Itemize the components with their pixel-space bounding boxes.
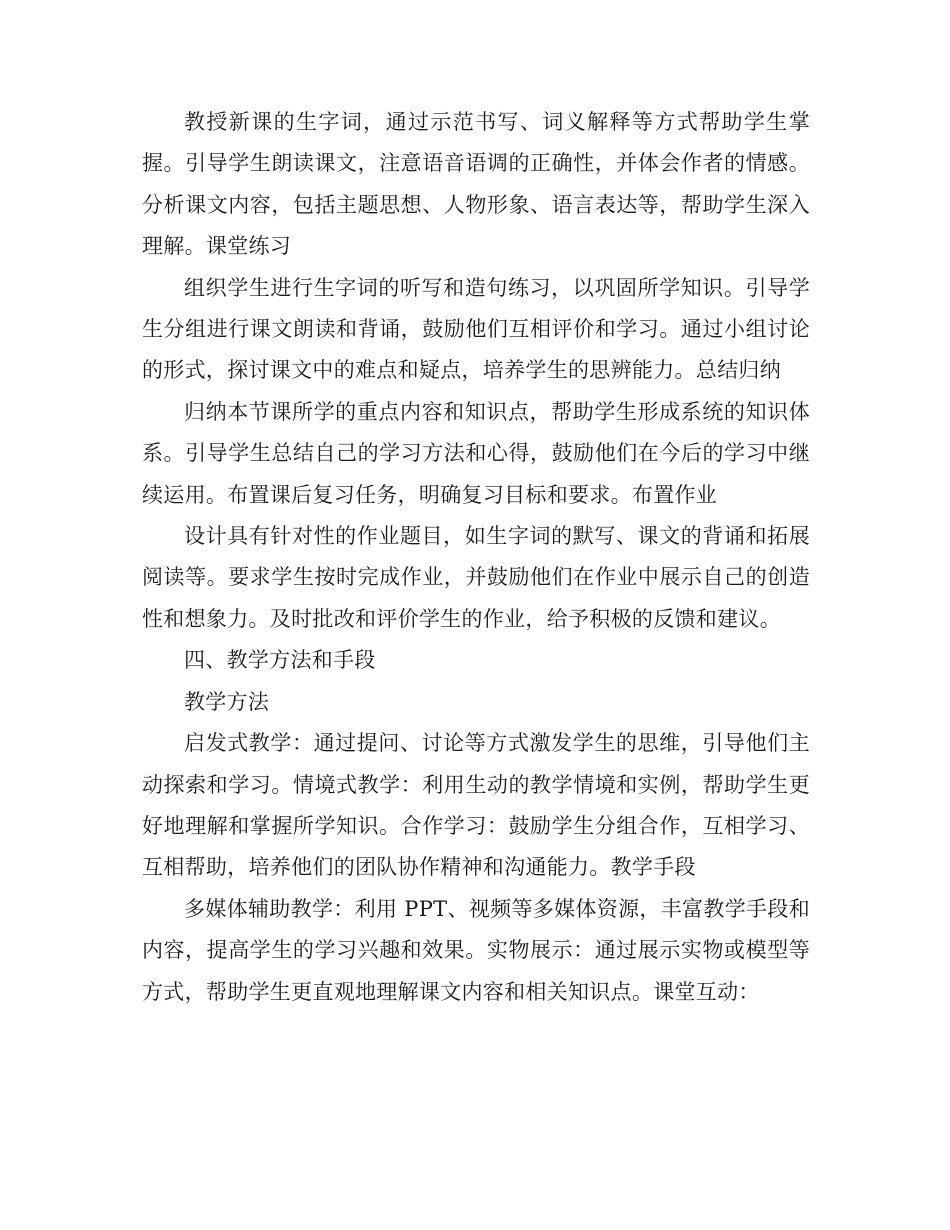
paragraph-teaching-means: 多媒体辅助教学：利用 PPT、视频等多媒体资源，丰富教学手段和内容，提高学生的学习兴趣和效果。实物展示：通过展示实物或模型等方式，帮助学生更直观地理解课文内容和相关知识点。课堂互动： (142, 896, 810, 1004)
paragraph-summary: 归纳本节课所学的重点内容和知识点，帮助学生形成系统的知识体系。引导学生总结自己的学习方法和心得，鼓励他们在今后的学习中继续运用。布置课后复习任务，明确复习目标和要求。布置作业 (142, 399, 810, 507)
paragraph-teaching-methods: 启发式教学：通过提问、讨论等方式激发学生的思维，引导他们主动探索和学习。情境式教学：利用生动的教学情境和实例，帮助学生更好地理解和掌握所学知识。合作学习：鼓励学生分组合作，互相学习、互相帮助，培养他们的团队协作精神和沟通能力。教学手段 (142, 731, 810, 880)
section-heading-methods: 四、教学方法和手段 (184, 648, 376, 673)
document-body (142, 102, 810, 1013)
subheading-teaching-methods: 教学方法 (184, 689, 270, 714)
paragraph-classroom-practice: 组织学生进行生字词的听写和造句练习，以巩固所学知识。引导学生分组进行课文朗读和背诵，鼓励他们互相评价和学习。通过小组讨论的形式，探讨课文中的难点和疑点，培养学生的思辨能力。总结归纳 (142, 275, 810, 383)
paragraph-new-lesson: 教授新课的生字词，通过示范书写、词义解释等方式帮助学生掌握。引导学生朗读课文，注意语音语调的正确性，并体会作者的情感。分析课文内容，包括主题思想、人物形象、语言表达等，帮助学生深入理解。课堂练习 (142, 110, 810, 259)
paragraph-homework: 设计具有针对性的作业题目，如生字词的默写、课文的背诵和拓展阅读等。要求学生按时完成作业，并鼓励他们在作业中展示自己的创造性和想象力。及时批改和评价学生的作业，给予积极的反馈和建议。 (142, 524, 810, 631)
